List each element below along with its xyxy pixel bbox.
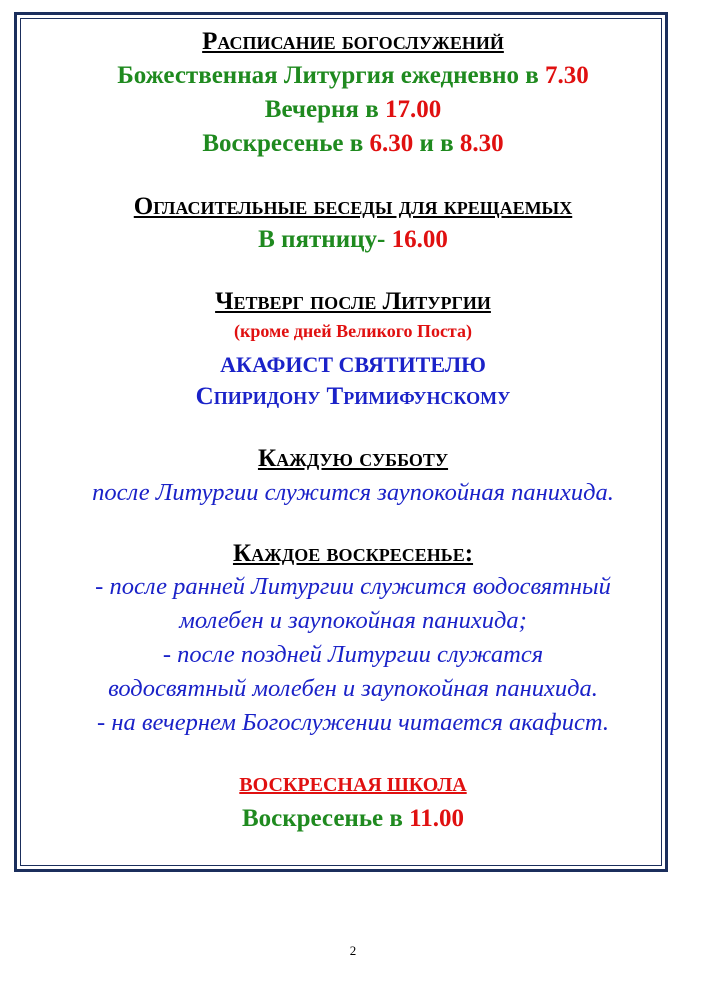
sunday-line-2: молебен и заупокойная панихида; xyxy=(179,607,527,634)
saturday-text: после Литургии служится заупокойная панихида. xyxy=(92,479,614,506)
akathist-line-2: Спиридону Тримифунскому xyxy=(195,383,511,410)
sunday-line xyxy=(0,130,706,158)
sunday-time-early: 6.30 xyxy=(369,130,414,157)
vespers-label: Вечерня в xyxy=(264,96,385,123)
vespers-line xyxy=(0,96,706,124)
liturgy-time: 7.30 xyxy=(545,62,589,89)
friday-time: 16.00 xyxy=(391,226,448,253)
school-line xyxy=(0,805,706,833)
saturday-title: Каждую субботу xyxy=(257,445,449,472)
school-title: ВОСКРЕСНАЯ ШКОЛА xyxy=(239,774,467,796)
sunday-label: Воскресенье в xyxy=(202,130,370,157)
sunday-time-late: 8.30 xyxy=(459,130,504,157)
sunday-line-3: - после поздней Литургии служатся xyxy=(162,641,544,668)
catechesis-title: Огласительные беседы для крещаемых xyxy=(133,193,573,220)
schedule-title: Расписание богослужений xyxy=(202,28,504,55)
liturgy-line xyxy=(0,62,706,90)
thursday-note: (кроме дней Великого Поста) xyxy=(234,321,472,341)
liturgy-label: Божественная Литургия ежедневно в xyxy=(117,62,546,89)
sunday-line-1: - после ранней Литургии служится водосвятный xyxy=(95,573,611,600)
akathist-line-1: АКАФИСТ СВЯТИТЕЛЮ xyxy=(220,352,486,377)
page-number: 2 xyxy=(349,943,357,958)
friday-label: В пятницу- xyxy=(258,226,392,253)
sunday-and: и в xyxy=(413,130,460,157)
friday-line xyxy=(0,226,706,254)
school-time: 11.00 xyxy=(409,805,465,832)
vespers-time: 17.00 xyxy=(384,96,442,123)
thursday-title: Четверг после Литургии xyxy=(215,288,491,315)
school-label: Воскресенье в xyxy=(241,805,410,832)
sunday-line-4: водосвятный молебен и заупокойная панихида. xyxy=(108,675,598,702)
sunday-line-5: - на вечернем Богослужении читается акафист. xyxy=(97,709,609,736)
sunday-title: Каждое воскресенье: xyxy=(232,540,474,567)
